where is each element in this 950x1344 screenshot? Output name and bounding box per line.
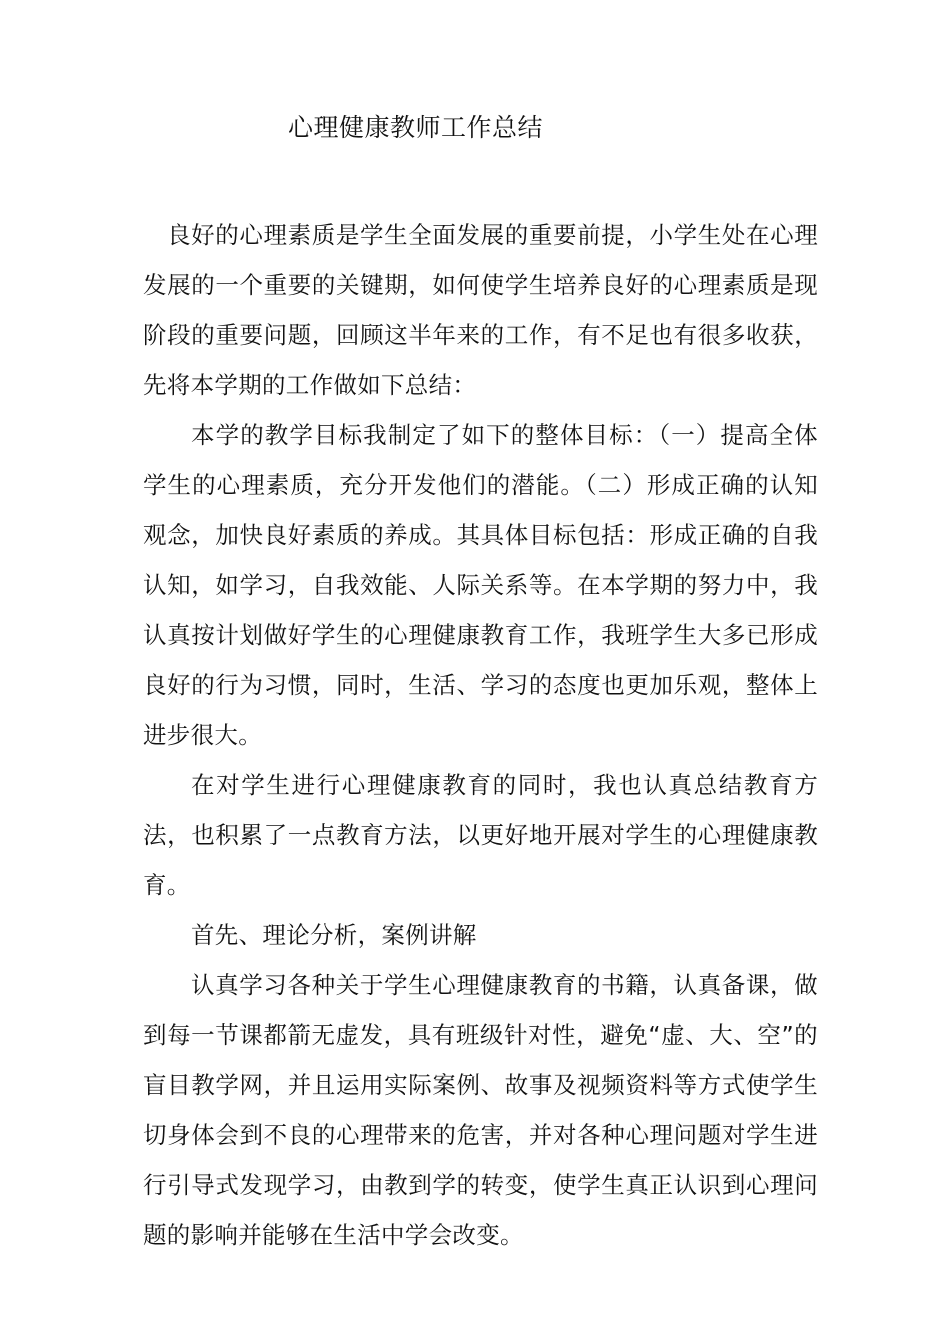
paragraph-methods: 在对学生进行心理健康教育的同时，我也认真总结教育方法，也积累了一点教育方法，以更好地开展对学生的心理健康教育。	[143, 771, 818, 899]
document-title: 心理健康教师工作总结	[288, 113, 544, 142]
paragraph-intro: 良好的心理素质是学生全面发展的重要前提，小学生处在心理发展的一个重要的关键期，如何使学生培养良好的心理素质是现阶段的重要问题，回顾这半年来的工作，有不足也有很多收获，先将本学期的工作做如下总结：	[143, 221, 818, 399]
paragraph-study: 认真学习各种关于学生心理健康教育的书籍，认真备课，做到每一节课都箭无虚发，具有班级针对性，避免“虚、大、空”的盲目教学网，并且运用实际案例、故事及视频资料等方式使学生切身体会到不良的心理带来的危害，并对各种心理问题对学生进行引导式发现学习，由教到学的转变，使学生真正认识到心理问题的影响并能够在生活中学会改变。	[143, 971, 818, 1249]
document-body	[143, 210, 818, 1260]
section-heading-first: 首先、理论分析，案例讲解	[191, 921, 477, 949]
paragraph-goals: 本学的教学目标我制定了如下的整体目标：（一）提高全体学生的心理素质，充分开发他们的潜能。（二）形成正确的认知观念，加快良好素质的养成。其具体目标包括：形成正确的自我认知，如学习，自我效能、人际关系等。在本学期的努力中，我认真按计划做好学生的心理健康教育工作，我班学生大多已形成良好的行为习惯，同时，生活、学习的态度也更加乐观，整体上进步很大。	[143, 421, 818, 749]
